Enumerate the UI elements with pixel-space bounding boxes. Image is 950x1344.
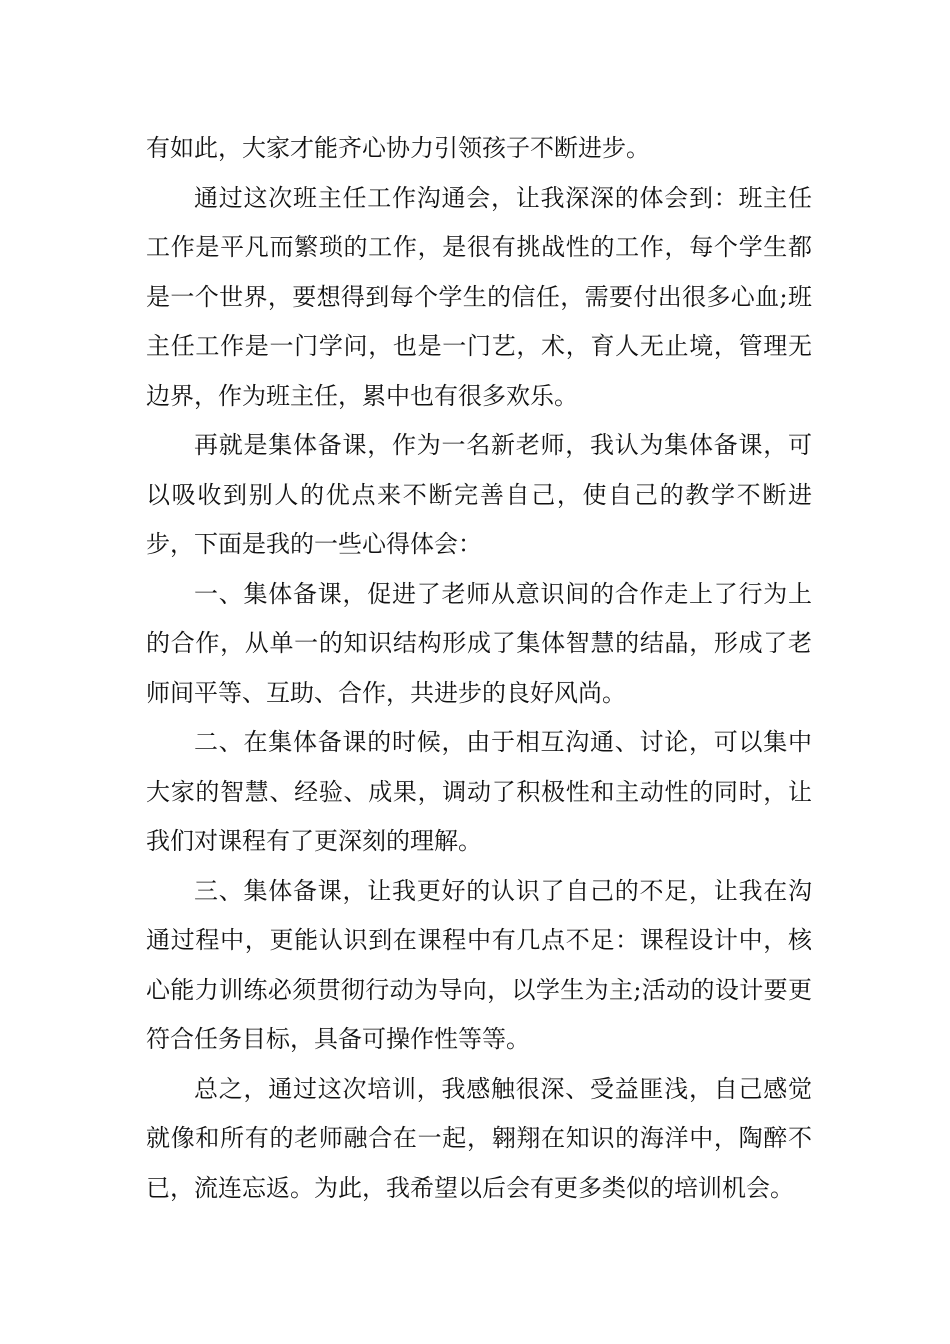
paragraph-point-three: 三、集体备课，让我更好的认识了自己的不足，让我在沟通过程中，更能认识到在课程中有几点不足：课程设计中，核心能力训练必须贯彻行动为导向，以学生为主;活动的设计要更符合任务目标，具备可操作性等等。 bbox=[146, 876, 812, 1053]
paragraph-conclusion: 总之，通过这次培训，我感触很深、受益匪浅，自己感觉就像和所有的老师融合在一起，翱翔在知识的海洋中，陶醉不已，流连忘返。为此，我希望以后会有更多类似的培训机会。 bbox=[146, 1074, 812, 1202]
document-body bbox=[146, 124, 812, 1213]
paragraph-continuation: 有如此，大家才能齐心协力引领孩子不断进步。 bbox=[146, 134, 650, 162]
paragraph-point-two: 二、在集体备课的时候，由于相互沟通、讨论，可以集中大家的智慧、经验、成果，调动了积极性和主动性的同时，让我们对课程有了更深刻的理解。 bbox=[146, 728, 812, 855]
paragraph-collective-lesson-prep: 再就是集体备课，作为一名新老师，我认为集体备课，可以吸收到别人的优点来不断完善自己，使自己的教学不断进步，下面是我的一些心得体会： bbox=[146, 431, 812, 558]
paragraph-class-meeting: 通过这次班主任工作沟通会，让我深深的体会到：班主任工作是平凡而繁琐的工作，是很有挑战性的工作，每个学生都是一个世界，要想得到每个学生的信任，需要付出很多心血;班主任工作是一门学问，也是一门艺，术，育人无止境，管理无边界，作为班主任，累中也有很多欢乐。 bbox=[146, 183, 812, 410]
paragraph-point-one: 一、集体备课，促进了老师从意识间的合作走上了行为上的合作，从单一的知识结构形成了集体智慧的结晶，形成了老师间平等、互助、合作，共进步的良好风尚。 bbox=[146, 579, 812, 707]
